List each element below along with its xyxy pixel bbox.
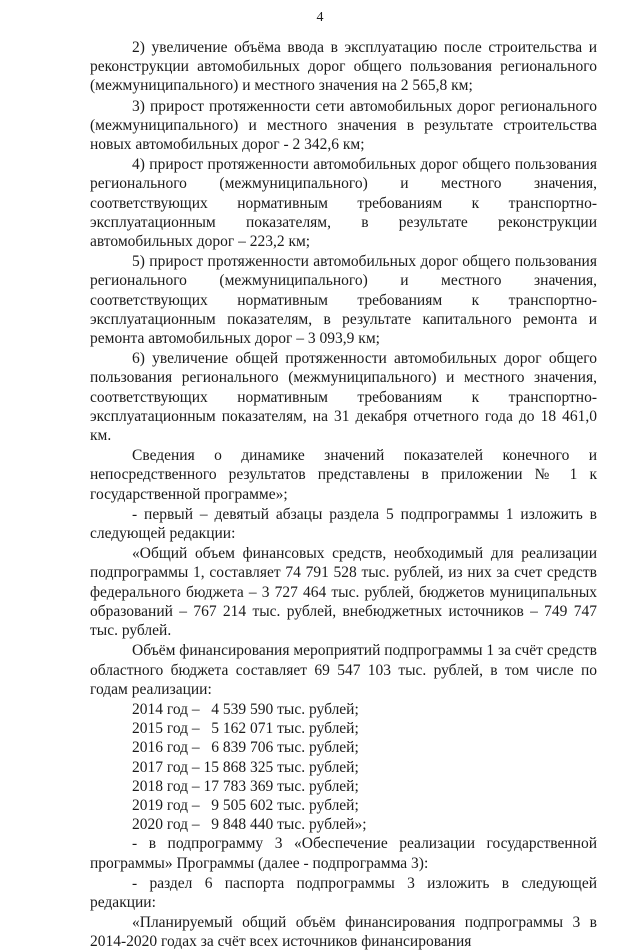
year-row-2018: 2018 год – 17 783 369 тыс. рублей; <box>132 777 359 795</box>
paragraph-passport-section6: - раздел 6 паспорта подпрограммы 3 изложить в следующей редакции: <box>90 874 597 911</box>
paragraph-total-financing: «Общий объем финансовых средств, необходимый для реализации подпрограммы 1, составляет 74 791 528 тыс. рублей, из них за счет средств федерального бюджета – 3 727 464 тыс. рублей, бюджетов муниципальных образований – 767 214 тыс. рублей, внебюджетных источников – 749 747 тыс. рублей. <box>90 545 597 640</box>
year-row-2017: 2017 год – 15 868 325 тыс. рублей; <box>132 758 359 776</box>
year-row-2014: 2014 год – 4 539 590 тыс. рублей; <box>132 700 359 718</box>
paragraph-item-4: 4) прирост протяженности автомобильных дорог общего пользования регионального (межмуниципального) и местного значения, соответствующих нормативным требованиям к транспортно-эксплуатационным показателям, в результате реконструкции автомобильных дорог – 223,2 км; <box>90 156 597 251</box>
paragraph-planned-financing: «Планируемый общий объём финансирования подпрограммы 3 в 2014-2020 годах за счёт всех источников финансирования <box>90 914 597 951</box>
paragraph-subprogram3: - в подпрограмму 3 «Обеспечение реализации государственной программы» Программы (далее - подпрограмма 3): <box>90 835 597 872</box>
paragraph-amendment-section5: - первый – девятый абзацы раздела 5 подпрограммы 1 изложить в следующей редакции: <box>90 505 597 543</box>
paragraph-item-6: 6) увеличение общей протяженности автомобильных дорог общего пользования регионального (межмуниципального) и местного значения, соответствующих нормативным требованиям к транспортно-эксплуатационным показателям, на 31 декабря отчетного года до 18 461,0 км. <box>90 350 597 445</box>
year-row-2015: 2015 год – 5 162 071 тыс. рублей; <box>132 720 359 738</box>
paragraph-item-2: 2) увеличение объёма ввода в эксплуатацию после строительства и реконструкции автомобильных дорог общего пользования регионального (межмуниципального) и местного значения на 2 565,8 км; <box>90 39 597 95</box>
year-row-2019: 2019 год – 9 505 602 тыс. рублей; <box>132 796 359 814</box>
year-row-2016: 2016 год – 6 839 706 тыс. рублей; <box>132 739 359 757</box>
paragraph-appendix-reference: Сведения о динамике значений показателей конечного и непосредственного результатов представлены в приложении № 1 к государственной программе»; <box>90 447 597 503</box>
page-number: 4 <box>316 10 324 25</box>
yearly-financing-list <box>90 700 597 834</box>
paragraph-item-5: 5) прирост протяженности автомобильных дорог общего пользования регионального (межмуниципального) и местного значения, соответствующих нормативным требованиям к транспортно-эксплуатационным показателям, в результате капитального ремонта и ремонта автомобильных дорог – 3 093,9 км; <box>90 253 597 348</box>
year-row-2020: 2020 год – 9 848 440 тыс. рублей»; <box>132 816 367 834</box>
paragraph-item-3: 3) прирост протяженности сети автомобильных дорог регионального (межмуниципального) и местного значения в результате строительства новых автомобильных дорог - 2 342,6 км; <box>90 97 597 154</box>
document-body <box>90 38 597 952</box>
paragraph-regional-budget: Объём финансирования мероприятий подпрограммы 1 за счёт средств областного бюджета составляет 69 547 103 тыс. рублей, в том числе по годам реализации: <box>90 642 597 698</box>
